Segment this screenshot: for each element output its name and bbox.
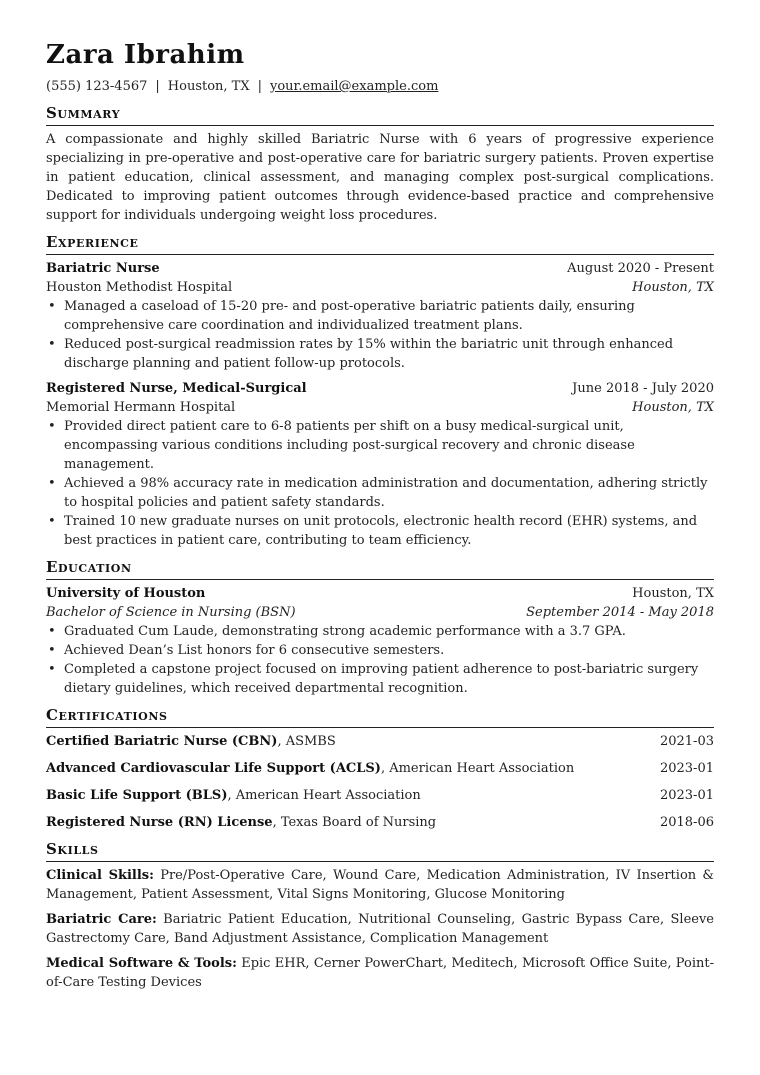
school-location: Houston, TX: [632, 586, 714, 601]
education-bullets: [46, 622, 714, 698]
bullet-item: • Completed a capstone project focused on improving patient adherence to post-bariatric surgery dietary guidelines, which received departmental recognition.: [64, 660, 714, 698]
school-name: University of Houston: [46, 586, 206, 601]
summary-section: [46, 104, 714, 225]
bullet-item: • Achieved a 98% accuracy rate in medication administration and documentation, adhering strictly to hospital policies and patient safety standards.: [64, 474, 714, 512]
certification-issuer: , American Heart Association: [380, 761, 575, 776]
certification-issuer: , ASMBS: [277, 734, 336, 749]
email-link[interactable]: your.email@example.com: [270, 79, 439, 94]
skill-text: Epic EHR, Cerner PowerChart, Meditech, Microsoft Office Suite, Point-of-Care Testing Devices: [46, 956, 714, 990]
certification-name: Advanced Cardiovascular Life Support (ACLS): [46, 761, 381, 776]
section-title-certifications: Certifications: [46, 706, 714, 728]
certification-date: 2018-06: [659, 815, 714, 830]
bullet-item: • Managed a caseload of 15-20 pre- and post-operative bariatric patients daily, ensuring comprehensive care coordination and individualized treatment plans.: [64, 297, 714, 335]
phone: (555) 123-4567: [46, 79, 148, 94]
education-section: [46, 558, 714, 698]
skill-text: Bariatric Patient Education, Nutritional Counseling, Gastric Bypass Care, Sleeve Gastrectomy Care, Band Adjustment Assistance, Complication Management: [46, 912, 714, 946]
certification-date: 2023-01: [659, 761, 714, 776]
job-org: Houston Methodist Hospital: [46, 280, 233, 295]
section-title-summary: Summary: [46, 104, 714, 126]
candidate-name: Zara Ibrahim: [46, 40, 245, 70]
degree: Bachelor of Science in Nursing (BSN): [46, 605, 296, 620]
section-title-experience: Experience: [46, 233, 714, 255]
skill-group: [46, 866, 714, 904]
certification-issuer: , American Heart Association: [227, 788, 421, 803]
certification-row: [46, 732, 714, 751]
location: Houston, TX: [167, 79, 250, 94]
certification-row: [46, 759, 714, 778]
skill-text: Pre/Post-Operative Care, Wound Care, Medication Administration, IV Insertion & Management, Patient Assessment, Vital Signs Monitoring, Glucose Monitoring: [46, 868, 715, 902]
job-location: Houston, TX: [632, 400, 714, 415]
section-title-skills: Skills: [46, 840, 714, 862]
certification-issuer: , Texas Board of Nursing: [272, 815, 437, 830]
skills-section: [46, 840, 714, 992]
skill-group: [46, 910, 714, 948]
skill-group: [46, 954, 714, 992]
skill-label: Medical Software & Tools:: [46, 956, 237, 971]
summary-text: A compassionate and highly skilled Bariatric Nurse with 6 years of progressive experience specializing in pre-operative and post-operative care for bariatric surgery patients. Proven expertise in patient education, clinical assessment, and managing complex post-surgical complications. Dedicated to improving patient outcomes through evidence-based practice and comprehensive support for individuals undergoing weight loss procedures.: [46, 132, 714, 223]
bullet-item: • Graduated Cum Laude, demonstrating strong academic performance with a 3.7 GPA.: [64, 622, 714, 641]
skill-label: Clinical Skills:: [46, 868, 154, 883]
job-org: Memorial Hermann Hospital: [46, 400, 236, 415]
contact-line: [46, 77, 714, 96]
education-dates: September 2014 - May 2018: [526, 605, 714, 620]
bullet-item: • Achieved Dean’s List honors for 6 consecutive semesters.: [64, 641, 714, 660]
section-title-education: Education: [46, 558, 714, 580]
separator: |: [257, 79, 262, 94]
certification-row: [46, 813, 714, 832]
skill-label: Bariatric Care:: [46, 912, 157, 927]
bullet-item: • Provided direct patient care to 6-8 patients per shift on a busy medical-surgical unit, encompassing various conditions including post-surgical recovery and chronic disease management.: [64, 417, 714, 474]
bullet-item: • Reduced post-surgical readmission rates by 15% within the bariatric unit through enhanced discharge planning and patient follow-up protocols.: [64, 335, 714, 373]
certification-date: 2021-03: [659, 734, 714, 749]
job-entry: [46, 259, 714, 373]
job-dates: August 2020 - Present: [567, 261, 714, 276]
certification-name: Registered Nurse (RN) License: [46, 815, 273, 830]
job-role: Registered Nurse, Medical-Surgical: [46, 381, 307, 396]
certification-name: Certified Bariatric Nurse (CBN): [46, 734, 278, 749]
job-bullets: [46, 297, 714, 373]
job-role: Bariatric Nurse: [46, 261, 160, 276]
separator: |: [155, 79, 160, 94]
job-location: Houston, TX: [632, 280, 714, 295]
bullet-item: • Trained 10 new graduate nurses on unit protocols, electronic health record (EHR) systems, and best practices in patient care, contributing to team efficiency.: [64, 512, 714, 550]
certification-name: Basic Life Support (BLS): [46, 788, 228, 803]
experience-section: [46, 233, 714, 550]
certification-row: [46, 786, 714, 805]
job-bullets: [46, 417, 714, 550]
job-dates: June 2018 - July 2020: [572, 381, 714, 396]
certifications-section: [46, 706, 714, 832]
certification-date: 2023-01: [659, 788, 714, 803]
job-entry: [46, 379, 714, 550]
